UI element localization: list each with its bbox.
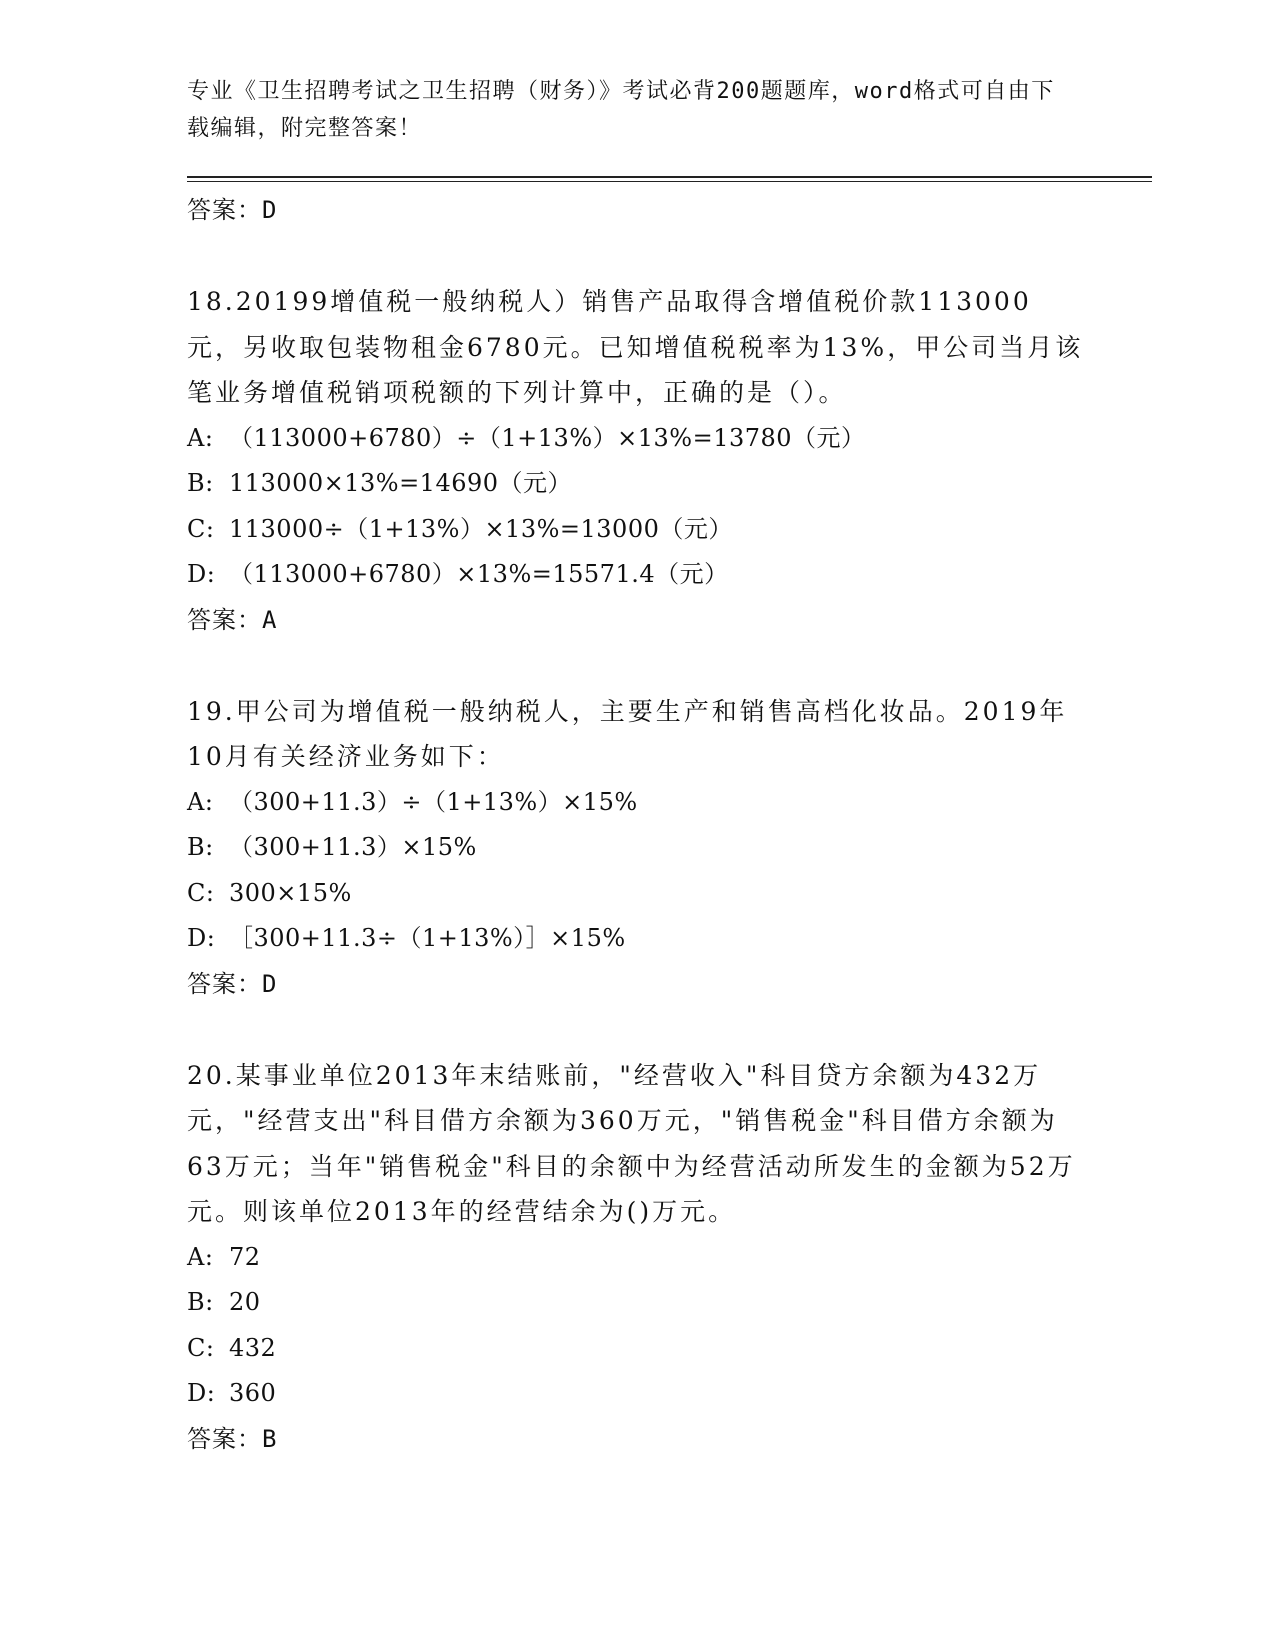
option-a	[187, 1235, 1087, 1281]
question-answer: 答案：D	[187, 969, 278, 998]
question-text: 18.20199增值税一般纳税人）销售产品取得含增值税价款113000元，另收取包装物租金6780元。已知增值税税率为13%，甲公司当月该笔业务增值税销项税额的下列计算中，正确的是（）。	[187, 287, 1084, 407]
header-divider-thick	[187, 176, 1152, 178]
option-text: 113000×13%=14690（元）	[229, 469, 573, 497]
question-text: 19.甲公司为增值税一般纳税人，主要生产和销售高档化妆品。2019年10月有关经济业务如下：	[187, 696, 1068, 771]
option-label: A:	[187, 423, 214, 452]
document-body	[187, 190, 1087, 1459]
option-text: 300×15%	[229, 878, 352, 907]
option-label: B:	[187, 833, 214, 861]
option-a	[187, 416, 1087, 462]
question-text: 20.某事业单位2013年末结账前，"经营收入"科目贷方余额为432万元，"经营支出"科目借方余额为360万元，"销售税金"科目借方余额为63万元；当年"销售税金"科目的余额中为经营活动所发生的金额为52万元。则该单位2013年的经营结余为()万元。	[187, 1060, 1076, 1226]
option-b	[187, 461, 1087, 507]
option-a	[187, 780, 1087, 826]
option-text: （113000+6780）÷（1+13%）×13%=13780（元）	[229, 423, 866, 452]
option-b	[187, 825, 1087, 871]
option-text: （300+11.3）×15%	[229, 833, 477, 861]
header-divider-thin	[187, 181, 1152, 182]
option-label: C:	[187, 514, 215, 543]
question-answer: 答案：B	[187, 1424, 278, 1453]
option-c	[187, 1326, 1087, 1372]
option-label: A:	[187, 787, 214, 816]
option-label: D:	[187, 924, 216, 952]
page-header	[187, 73, 1067, 147]
option-label: D:	[187, 1379, 216, 1407]
option-text: 72	[229, 1242, 261, 1271]
option-text: 432	[229, 1333, 277, 1362]
option-label: A:	[187, 1242, 214, 1271]
question-19	[187, 689, 1087, 1004]
option-d	[187, 552, 1087, 598]
option-text: 113000÷（1+13%）×13%=13000（元）	[229, 514, 733, 543]
option-label: B:	[187, 1288, 214, 1316]
question-18	[187, 279, 1087, 640]
question-20	[187, 1053, 1087, 1459]
option-text: （300+11.3）÷（1+13%）×15%	[229, 787, 638, 816]
option-label: C:	[187, 1333, 215, 1362]
option-label: D:	[187, 560, 216, 588]
option-text: ［300+11.3÷（1+13%）］×15%	[229, 924, 626, 952]
option-d	[187, 916, 1087, 962]
option-text: 20	[229, 1288, 261, 1316]
header-text: 专业《卫生招聘考试之卫生招聘（财务）》考试必背200题题库，word格式可自由下载编辑，附完整答案！	[187, 79, 1055, 141]
option-text: （113000+6780）×13%=15571.4（元）	[229, 560, 729, 588]
option-label: C:	[187, 878, 215, 907]
option-b	[187, 1280, 1087, 1326]
option-label: B:	[187, 469, 214, 497]
previous-answer: 答案：D	[187, 196, 278, 224]
option-c	[187, 871, 1087, 917]
question-answer: 答案：A	[187, 605, 278, 634]
option-d	[187, 1371, 1087, 1417]
option-text: 360	[229, 1379, 277, 1407]
option-c	[187, 507, 1087, 553]
